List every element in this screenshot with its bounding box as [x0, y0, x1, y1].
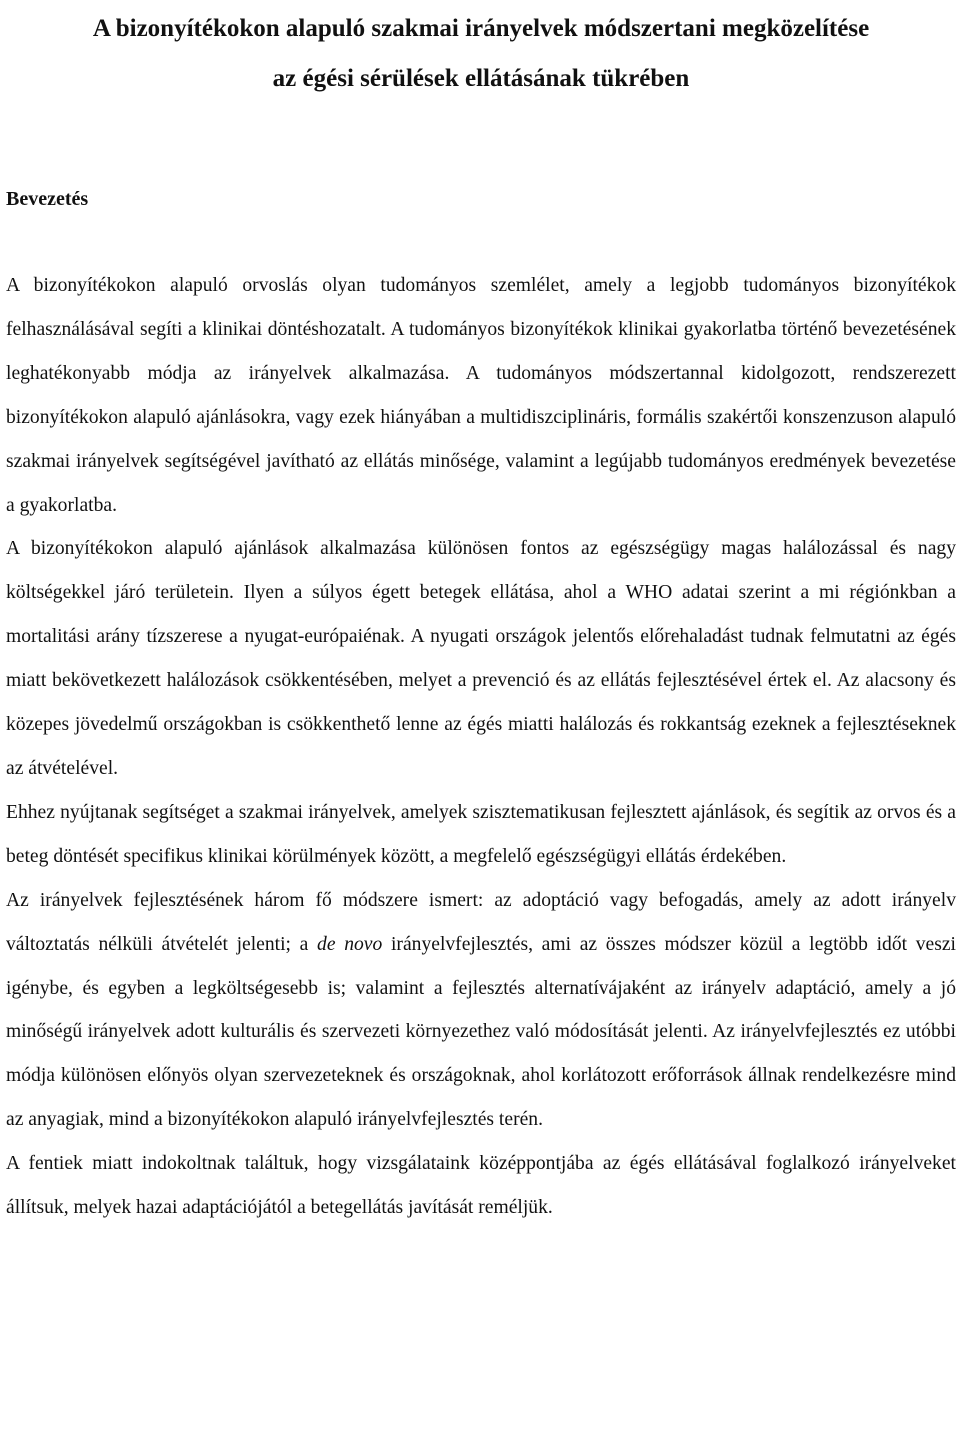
paragraph-2: A bizonyítékokon alapuló ajánlások alkalmazása különösen fontos az egészségügy magas halálozással és nagy költségekkel járó területein. Ilyen a súlyos égett betegek ellátása, ahol a WHO adatai szerint a mi régiónkban a mortalitási arány tízszerese a nyugat-európaiénak. A nyugati országok jelentős előrehaladást tudnak felmutatni az égés miatt bekövetkezett halálozások csökkentésében, melyet a prevenció és az ellátás fejlesztésével értek el. Az alacsony és közepes jövedelmű országokban is csökkenthető lenne az égés miatti halálozás és rokkantság ezeknek a fejlesztéseknek az átvételével.: [6, 538, 956, 779]
paragraph-1: A bizonyítékokon alapuló orvoslás olyan tudományos szemlélet, amely a legjobb tudományos bizonyítékok felhasználásával segíti a klinikai döntéshozatalt. A tudományos bizonyítékok klinikai gyakorlatba történő bevezetésének leghatékonyabb módja az irányelvek alkalmazása. A tudományos módszertannal kidolgozott, rendszerezett bizonyítékokon alapuló ajánlásokra, vagy ezek hiányában a multidiszciplináris, formális szakértői konszenzuson alapuló szakmai irányelvek segítségével javítható az ellátás minősége, valamint a legújabb tudományos eredmények bevezetése a gyakorlatba.: [6, 275, 956, 516]
title-line-2: az égési sérülések ellátásának tükrében: [272, 65, 690, 92]
paragraph-3: Ehhez nyújtanak segítséget a szakmai irányelvek, amelyek szisztematikusan fejlesztett ajánlások, és segítik az orvos és a beteg döntését specifikus klinikai körülmények között, a megfelelő egészségügyi ellátás érdekében.: [6, 801, 956, 867]
paragraph-4-text-b: irányelvfejlesztés, ami az összes módszer közül a legtöbb időt veszi igénybe, és egyben a legköltségesebb is; valamint a fejlesztés alternatívájaként az irányelv adaptáció, amely a jó minőségű irányelvek adott kulturális és szervezeti környezethez való módosítását jelenti. Az irányelvfejlesztés ez utóbbi módja különösen előnyös olyan szervezeteknek és országoknak, ahol korlátozott erőforrások állnak rendelkezésre mind az anyagiak, mind a bizonyítékokon alapuló irányelvfejlesztés terén.: [6, 933, 957, 1131]
section-heading-introduction: Bevezetés: [6, 188, 89, 210]
body-text: [6, 264, 956, 1230]
paragraph-4-text-a: Az irányelvek fejlesztésének három fő módszere ismert: az adoptáció vagy befogadás, amely az adott irányelv változtatás nélküli átvételét jelenti; a: [6, 889, 956, 955]
paragraph-4-italic-term: de novo: [317, 933, 383, 955]
title-line-1: A bizonyítékokon alapuló szakmai irányelvek módszertani megközelítése: [92, 15, 870, 42]
paragraph-4: [6, 879, 956, 1142]
paragraph-5: A fentiek miatt indokoltnak találtuk, hogy vizsgálataink középpontjába az égés ellátásával foglalkozó irányelveket állítsuk, melyek hazai adaptációjától a betegellátás javítását reméljük.: [6, 1153, 956, 1219]
document-title: [6, 0, 956, 104]
